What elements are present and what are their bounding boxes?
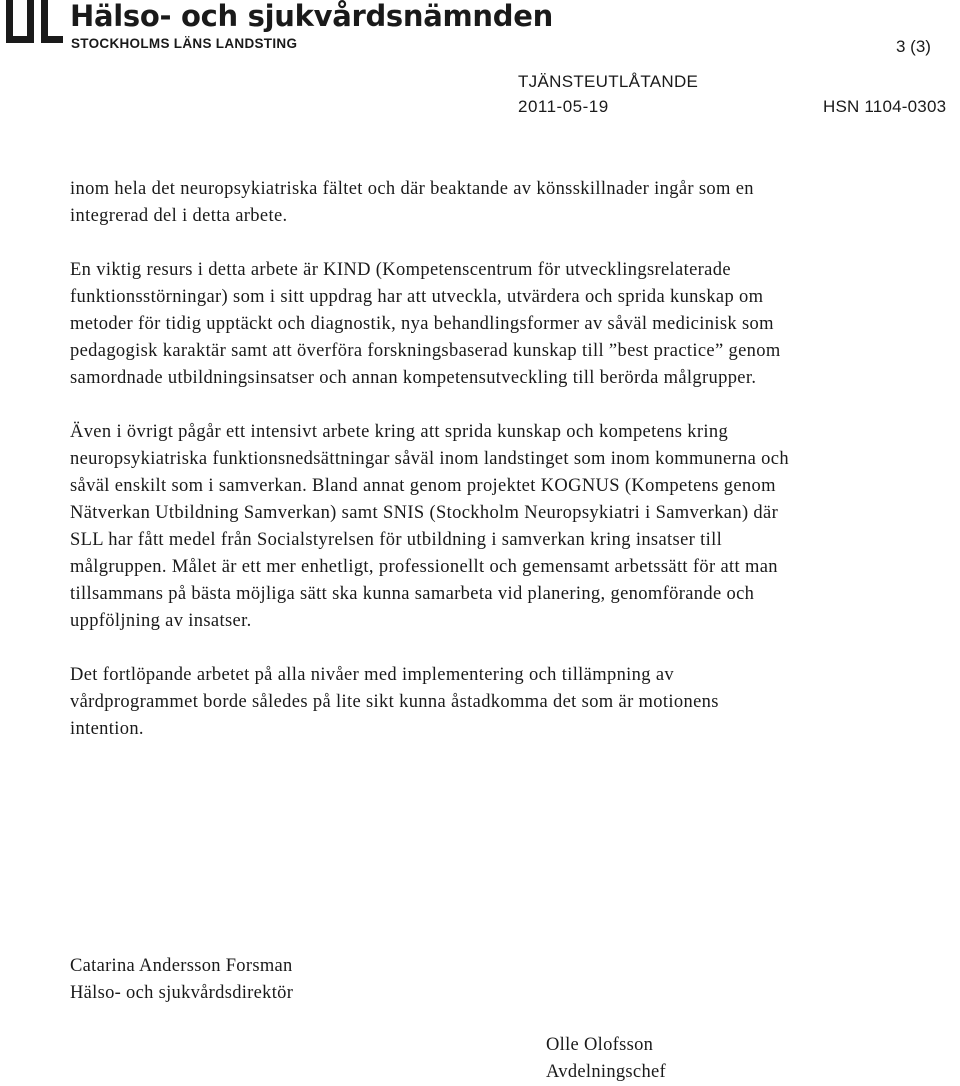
organization-name: Hälso- och sjukvårdsnämnden (70, 0, 553, 33)
body-paragraph: inom hela det neuropsykiatriska fältet och där beaktande av könsskillnader ingår som en integrerad del i detta arbete. (70, 179, 754, 226)
signature-title: Hälso- och sjukvårdsdirektör (70, 983, 294, 1003)
organization-logo (4, 0, 553, 52)
signature-block (546, 1032, 666, 1086)
document-body (70, 176, 790, 770)
document-header (0, 0, 960, 120)
signature-name: Catarina Andersson Forsman (70, 956, 293, 976)
document-reference: HSN 1104-0303 (823, 97, 947, 116)
document-type: TJÄNSTEUTLÅTANDE (518, 72, 699, 91)
body-paragraph: Även i övrigt pågår ett intensivt arbete kring att sprida kunskap och kompetens kring neuropsykiatriska funktionsnedsättningar såväl inom landstinget som inom kommunerna och såväl enskilt som i samverkan. Bland annat genom projektet KOGNUS (Kompetens genom Nätverkan Utbildning Samverkan) samt SNIS (Stockholm Neuropsykiatri i Samverkan) där SLL har fått medel från Socialstyrelsen för utbildning i samverkan kring insatser till målgruppen. Målet är ett mer enhetligt, professionellt och gemensamt arbetssätt för att man tillsammans på bästa möjliga sätt ska kunna samarbeta vid planering, genomförande och uppföljning av insatser. (70, 422, 789, 631)
signature-block (70, 953, 293, 1007)
body-paragraph: Det fortlöpande arbetet på alla nivåer med implementering och tillämpning av vårdprogrammet borde således på lite sikt kunna åstadkomma det som är motionens intention. (70, 665, 719, 739)
page-number: 3 (3) (896, 37, 931, 56)
body-paragraph: En viktig resurs i detta arbete är KIND (Kompetenscentrum för utvecklingsrelaterade funktionsstörningar) som i sitt uppdrag har att utveckla, utvärdera och sprida kunskap om metoder för tidig upptäckt och diagnostik, nya behandlingsformer av såväl medicinisk som pedagogisk karaktär samt att överföra forskningsbaserad kunskap till ”best practice” genom samordnade utbildningsinsatser och annan kompetensutveckling till berörda målgrupper. (70, 260, 781, 388)
document-date: 2011-05-19 (518, 97, 609, 116)
signature-title: Avdelningschef (546, 1062, 666, 1082)
signature-name: Olle Olofsson (546, 1035, 654, 1055)
sll-logo-icon (4, 0, 66, 50)
organization-subtitle: STOCKHOLMS LÄNS LANDSTING (71, 36, 298, 51)
